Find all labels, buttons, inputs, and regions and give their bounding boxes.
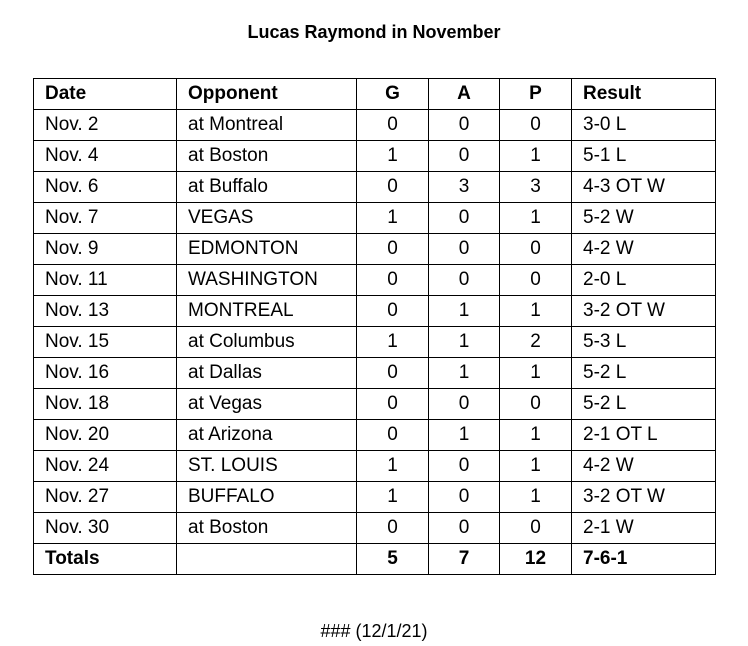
cell-goals: 1 xyxy=(357,451,429,482)
cell-result: 4-2 W xyxy=(572,234,716,265)
cell-points: 1 xyxy=(500,482,572,513)
cell-opponent: WASHINGTON xyxy=(177,265,357,296)
cell-result: 5-3 L xyxy=(572,327,716,358)
header-assists: A xyxy=(429,79,500,110)
cell-opponent: at Buffalo xyxy=(177,172,357,203)
table-row xyxy=(34,296,716,327)
header-points: P xyxy=(500,79,572,110)
cell-result: 5-1 L xyxy=(572,141,716,172)
cell-assists: 1 xyxy=(429,358,500,389)
cell-result: 5-2 W xyxy=(572,203,716,234)
cell-assists: 0 xyxy=(429,513,500,544)
cell-assists: 0 xyxy=(429,141,500,172)
cell-result: 5-2 L xyxy=(572,389,716,420)
table-header-row xyxy=(34,79,716,110)
cell-points: 0 xyxy=(500,389,572,420)
cell-goals: 0 xyxy=(357,420,429,451)
table-row xyxy=(34,358,716,389)
cell-goals: 0 xyxy=(357,110,429,141)
cell-assists: 0 xyxy=(429,451,500,482)
cell-goals: 0 xyxy=(357,513,429,544)
cell-result: 4-3 OT W xyxy=(572,172,716,203)
cell-date: Nov. 6 xyxy=(34,172,177,203)
cell-result: 3-2 OT W xyxy=(572,296,716,327)
cell-goals: 0 xyxy=(357,234,429,265)
cell-points: 0 xyxy=(500,110,572,141)
cell-assists: 0 xyxy=(429,110,500,141)
cell-result: 2-1 W xyxy=(572,513,716,544)
cell-goals: 1 xyxy=(357,482,429,513)
cell-assists: 0 xyxy=(429,203,500,234)
cell-points: 1 xyxy=(500,451,572,482)
cell-date: Nov. 30 xyxy=(34,513,177,544)
cell-points: 1 xyxy=(500,358,572,389)
footer-note: ### (12/1/21) xyxy=(320,621,428,641)
cell-result: 5-2 L xyxy=(572,358,716,389)
cell-points: 1 xyxy=(500,420,572,451)
table-row xyxy=(34,234,716,265)
cell-opponent: MONTREAL xyxy=(177,296,357,327)
cell-opponent: at Boston xyxy=(177,141,357,172)
totals-goals: 5 xyxy=(357,544,429,575)
cell-date: Nov. 2 xyxy=(34,110,177,141)
totals-row xyxy=(34,544,716,575)
table-row xyxy=(34,141,716,172)
cell-points: 0 xyxy=(500,265,572,296)
table-row xyxy=(34,203,716,234)
table-row xyxy=(34,327,716,358)
cell-goals: 0 xyxy=(357,389,429,420)
cell-goals: 1 xyxy=(357,327,429,358)
cell-date: Nov. 16 xyxy=(34,358,177,389)
cell-goals: 0 xyxy=(357,296,429,327)
header-opponent: Opponent xyxy=(177,79,357,110)
table-row xyxy=(34,172,716,203)
cell-points: 3 xyxy=(500,172,572,203)
cell-assists: 0 xyxy=(429,265,500,296)
cell-date: Nov. 20 xyxy=(34,420,177,451)
cell-assists: 1 xyxy=(429,420,500,451)
cell-result: 3-2 OT W xyxy=(572,482,716,513)
cell-goals: 1 xyxy=(357,141,429,172)
totals-label: Totals xyxy=(34,544,177,575)
cell-result: 3-0 L xyxy=(572,110,716,141)
cell-opponent: EDMONTON xyxy=(177,234,357,265)
cell-points: 0 xyxy=(500,513,572,544)
cell-assists: 3 xyxy=(429,172,500,203)
page-title: Lucas Raymond in November xyxy=(247,22,501,42)
cell-goals: 0 xyxy=(357,172,429,203)
cell-assists: 0 xyxy=(429,482,500,513)
cell-goals: 0 xyxy=(357,358,429,389)
header-date: Date xyxy=(34,79,177,110)
cell-opponent: at Boston xyxy=(177,513,357,544)
cell-assists: 1 xyxy=(429,296,500,327)
cell-points: 1 xyxy=(500,141,572,172)
cell-assists: 1 xyxy=(429,327,500,358)
cell-date: Nov. 15 xyxy=(34,327,177,358)
cell-goals: 0 xyxy=(357,265,429,296)
cell-points: 2 xyxy=(500,327,572,358)
totals-points: 12 xyxy=(500,544,572,575)
header-goals: G xyxy=(357,79,429,110)
cell-goals: 1 xyxy=(357,203,429,234)
cell-points: 1 xyxy=(500,203,572,234)
cell-opponent: ST. LOUIS xyxy=(177,451,357,482)
table-row xyxy=(34,265,716,296)
cell-date: Nov. 11 xyxy=(34,265,177,296)
cell-points: 0 xyxy=(500,234,572,265)
cell-date: Nov. 9 xyxy=(34,234,177,265)
table-row xyxy=(34,451,716,482)
cell-date: Nov. 18 xyxy=(34,389,177,420)
cell-date: Nov. 4 xyxy=(34,141,177,172)
cell-assists: 0 xyxy=(429,234,500,265)
table-row xyxy=(34,482,716,513)
table-body xyxy=(34,110,716,544)
totals-record: 7-6-1 xyxy=(572,544,716,575)
cell-date: Nov. 13 xyxy=(34,296,177,327)
cell-points: 1 xyxy=(500,296,572,327)
cell-assists: 0 xyxy=(429,389,500,420)
totals-opponent xyxy=(177,544,357,575)
cell-opponent: at Dallas xyxy=(177,358,357,389)
table-row xyxy=(34,513,716,544)
cell-result: 2-0 L xyxy=(572,265,716,296)
table-row xyxy=(34,110,716,141)
table-row xyxy=(34,389,716,420)
cell-result: 2-1 OT L xyxy=(572,420,716,451)
cell-date: Nov. 24 xyxy=(34,451,177,482)
cell-date: Nov. 27 xyxy=(34,482,177,513)
cell-result: 4-2 W xyxy=(572,451,716,482)
cell-opponent: VEGAS xyxy=(177,203,357,234)
stats-table xyxy=(33,78,716,575)
cell-opponent: at Montreal xyxy=(177,110,357,141)
table-row xyxy=(34,420,716,451)
totals-assists: 7 xyxy=(429,544,500,575)
cell-opponent: at Arizona xyxy=(177,420,357,451)
header-result: Result xyxy=(572,79,716,110)
cell-date: Nov. 7 xyxy=(34,203,177,234)
cell-opponent: BUFFALO xyxy=(177,482,357,513)
cell-opponent: at Columbus xyxy=(177,327,357,358)
cell-opponent: at Vegas xyxy=(177,389,357,420)
